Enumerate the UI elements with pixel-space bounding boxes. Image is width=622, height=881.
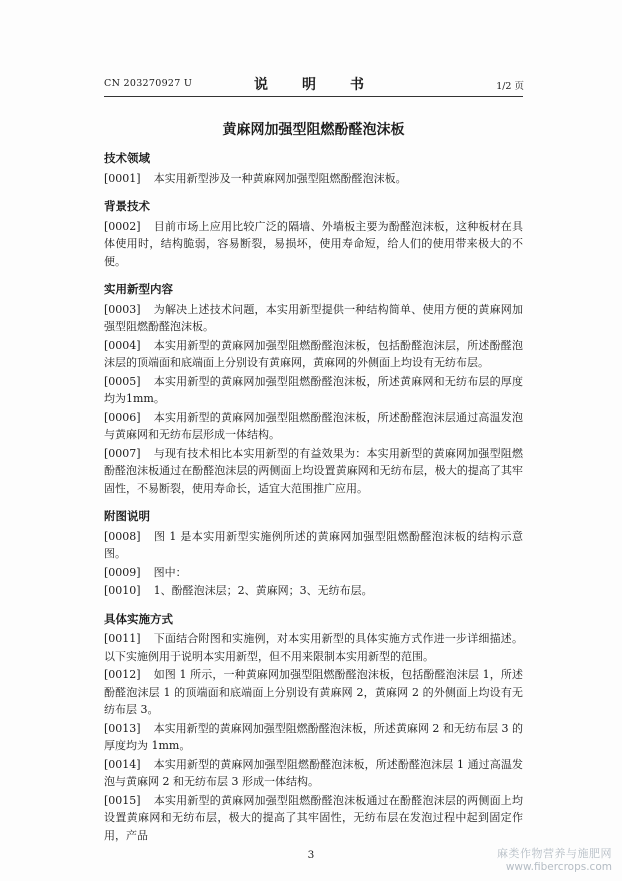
page-header	[104, 74, 524, 94]
paragraph	[104, 756, 523, 791]
paragraph-text: 图 1 是本实用新型实施例所述的黄麻网加强型阻燃酚醛泡沫板的结构示意图。	[104, 529, 523, 560]
section-heading: 实用新型内容	[104, 282, 173, 296]
page-indicator: 1/2 页	[496, 81, 524, 92]
document-body	[104, 150, 523, 845]
paragraph	[104, 301, 523, 336]
paragraph-text: 本实用新型的黄麻网加强型阻燃酚醛泡沫板，所述黄麻网 2 和无纺布层 3 的厚度均为 1mm。	[104, 721, 523, 752]
paragraph	[104, 564, 523, 582]
patent-number: CN 203270927 U	[104, 78, 193, 89]
paragraph-number: [0009]	[104, 565, 141, 579]
paragraph	[104, 373, 523, 408]
paragraph-number: [0011]	[104, 632, 141, 645]
paragraph-number: [0002]	[104, 219, 141, 233]
paragraph-number: [0007]	[104, 446, 141, 460]
paragraph	[104, 337, 523, 372]
paragraph-number: [0001]	[104, 171, 141, 185]
watermark-url: www.fibercrops.com	[505, 861, 612, 873]
section-heading: 具体实施方式	[104, 611, 173, 626]
paragraph-text: 目前市场上应用比较广泛的隔墙、外墙板主要为酚醛泡沫板，这种板材在具体使用时，结构脆弱，容易断裂，易损坏，使用寿命短，给人们的使用带来极大的不便。	[104, 219, 523, 268]
paragraph	[104, 528, 523, 563]
paragraph	[104, 792, 523, 845]
paragraph-text: 与现有技术相比本实用新型的有益效果为：本实用新型的黄麻网加强型阻燃酚醛泡沫板通过在酚醛泡沫层的两侧面上均设置黄麻网和无纺布层，极大的提高了其牢固性，不易断裂，使用寿命长，适宜大范围推广应用。	[104, 446, 523, 495]
paragraph	[104, 218, 523, 271]
paragraph-text: 本实用新型的黄麻网加强型阻燃酚醛泡沫板，包括酚醛泡沫层，所述酚醛泡沫层的顶端面和底端面上分别设有黄麻网，黄麻网的外侧面上均设有无纺布层。	[104, 338, 523, 369]
paragraph	[104, 445, 523, 498]
paragraph-text: 如图 1 所示，一种黄麻网加强型阻燃酚醛泡沫板，包括酚醛泡沫层 1，所述酚醛泡沫层 1 的顶端面和底端面上分别设有黄麻网 2，黄麻网 2 的外侧面上均设有无纺布层 3。	[104, 668, 523, 716]
document-title: 黄麻网加强型阻燃酚醛泡沫板	[222, 122, 405, 138]
page-number: 3	[307, 849, 315, 861]
paragraph-text: 图中：	[153, 565, 187, 579]
paragraph	[104, 720, 523, 755]
watermark-site-name: 麻类作物营养与施肥网	[497, 847, 612, 860]
paragraph-text: 1、酚醛泡沫层；2、黄麻网；3、无纺布层。	[153, 584, 373, 597]
paragraph	[104, 582, 523, 600]
paragraph	[104, 170, 523, 188]
paragraph-number: [0008]	[104, 529, 141, 543]
paragraph-number: [0006]	[104, 410, 141, 424]
section-heading: 背景技术	[104, 199, 150, 213]
paragraph-number: [0015]	[104, 793, 141, 807]
paragraph-number: [0003]	[104, 302, 141, 316]
section-heading: 技术领域	[104, 151, 150, 165]
paragraph-text: 为解决上述技术问题，本实用新型提供一种结构简单、使用方便的黄麻网加强型阻燃酚醛泡沫板。	[104, 302, 523, 333]
paragraph	[104, 666, 523, 719]
paragraph	[104, 630, 523, 665]
section-heading: 附图说明	[104, 509, 150, 523]
document-type: 说 明 书	[254, 77, 374, 93]
paragraph-number: [0014]	[104, 757, 141, 771]
paragraph-text: 本实用新型的黄麻网加强型阻燃酚醛泡沫板通过在酚醛泡沫层的两侧面上均设置黄麻网和无纺布层，极大的提高了其牢固性，无纺布层在发泡过程中起到固定作用，产品	[104, 793, 523, 842]
paragraph-number: [0004]	[104, 338, 141, 352]
paragraph-number: [0010]	[104, 584, 141, 597]
paragraph-number: [0005]	[104, 374, 141, 388]
paragraph-text: 下面结合附图和实施例，对本实用新型的具体实施方式作进一步详细描述。以下实施例用于说明本实用新型，但不用来限制本实用新型的范围。	[104, 632, 523, 663]
paragraph	[104, 409, 523, 444]
paragraph-text: 本实用新型的黄麻网加强型阻燃酚醛泡沫板，所述酚醛泡沫层 1 通过高温发泡与黄麻网 2 和无纺布层 3 形成一体结构。	[104, 757, 523, 788]
watermark	[497, 845, 612, 873]
paragraph-text: 本实用新型的黄麻网加强型阻燃酚醛泡沫板，所述黄麻网和无纺布层的厚度均为1mm。	[104, 374, 523, 405]
paragraph-number: [0013]	[104, 721, 141, 735]
paragraph-text: 本实用新型涉及一种黄麻网加强型阻燃酚醛泡沫板。	[153, 171, 407, 185]
header-rule	[104, 96, 523, 97]
paragraph-text: 本实用新型的黄麻网加强型阻燃酚醛泡沫板，所述酚醛泡沫层通过高温发泡与黄麻网和无纺布层形成一体结构。	[104, 410, 523, 441]
paragraph-number: [0012]	[104, 668, 141, 681]
